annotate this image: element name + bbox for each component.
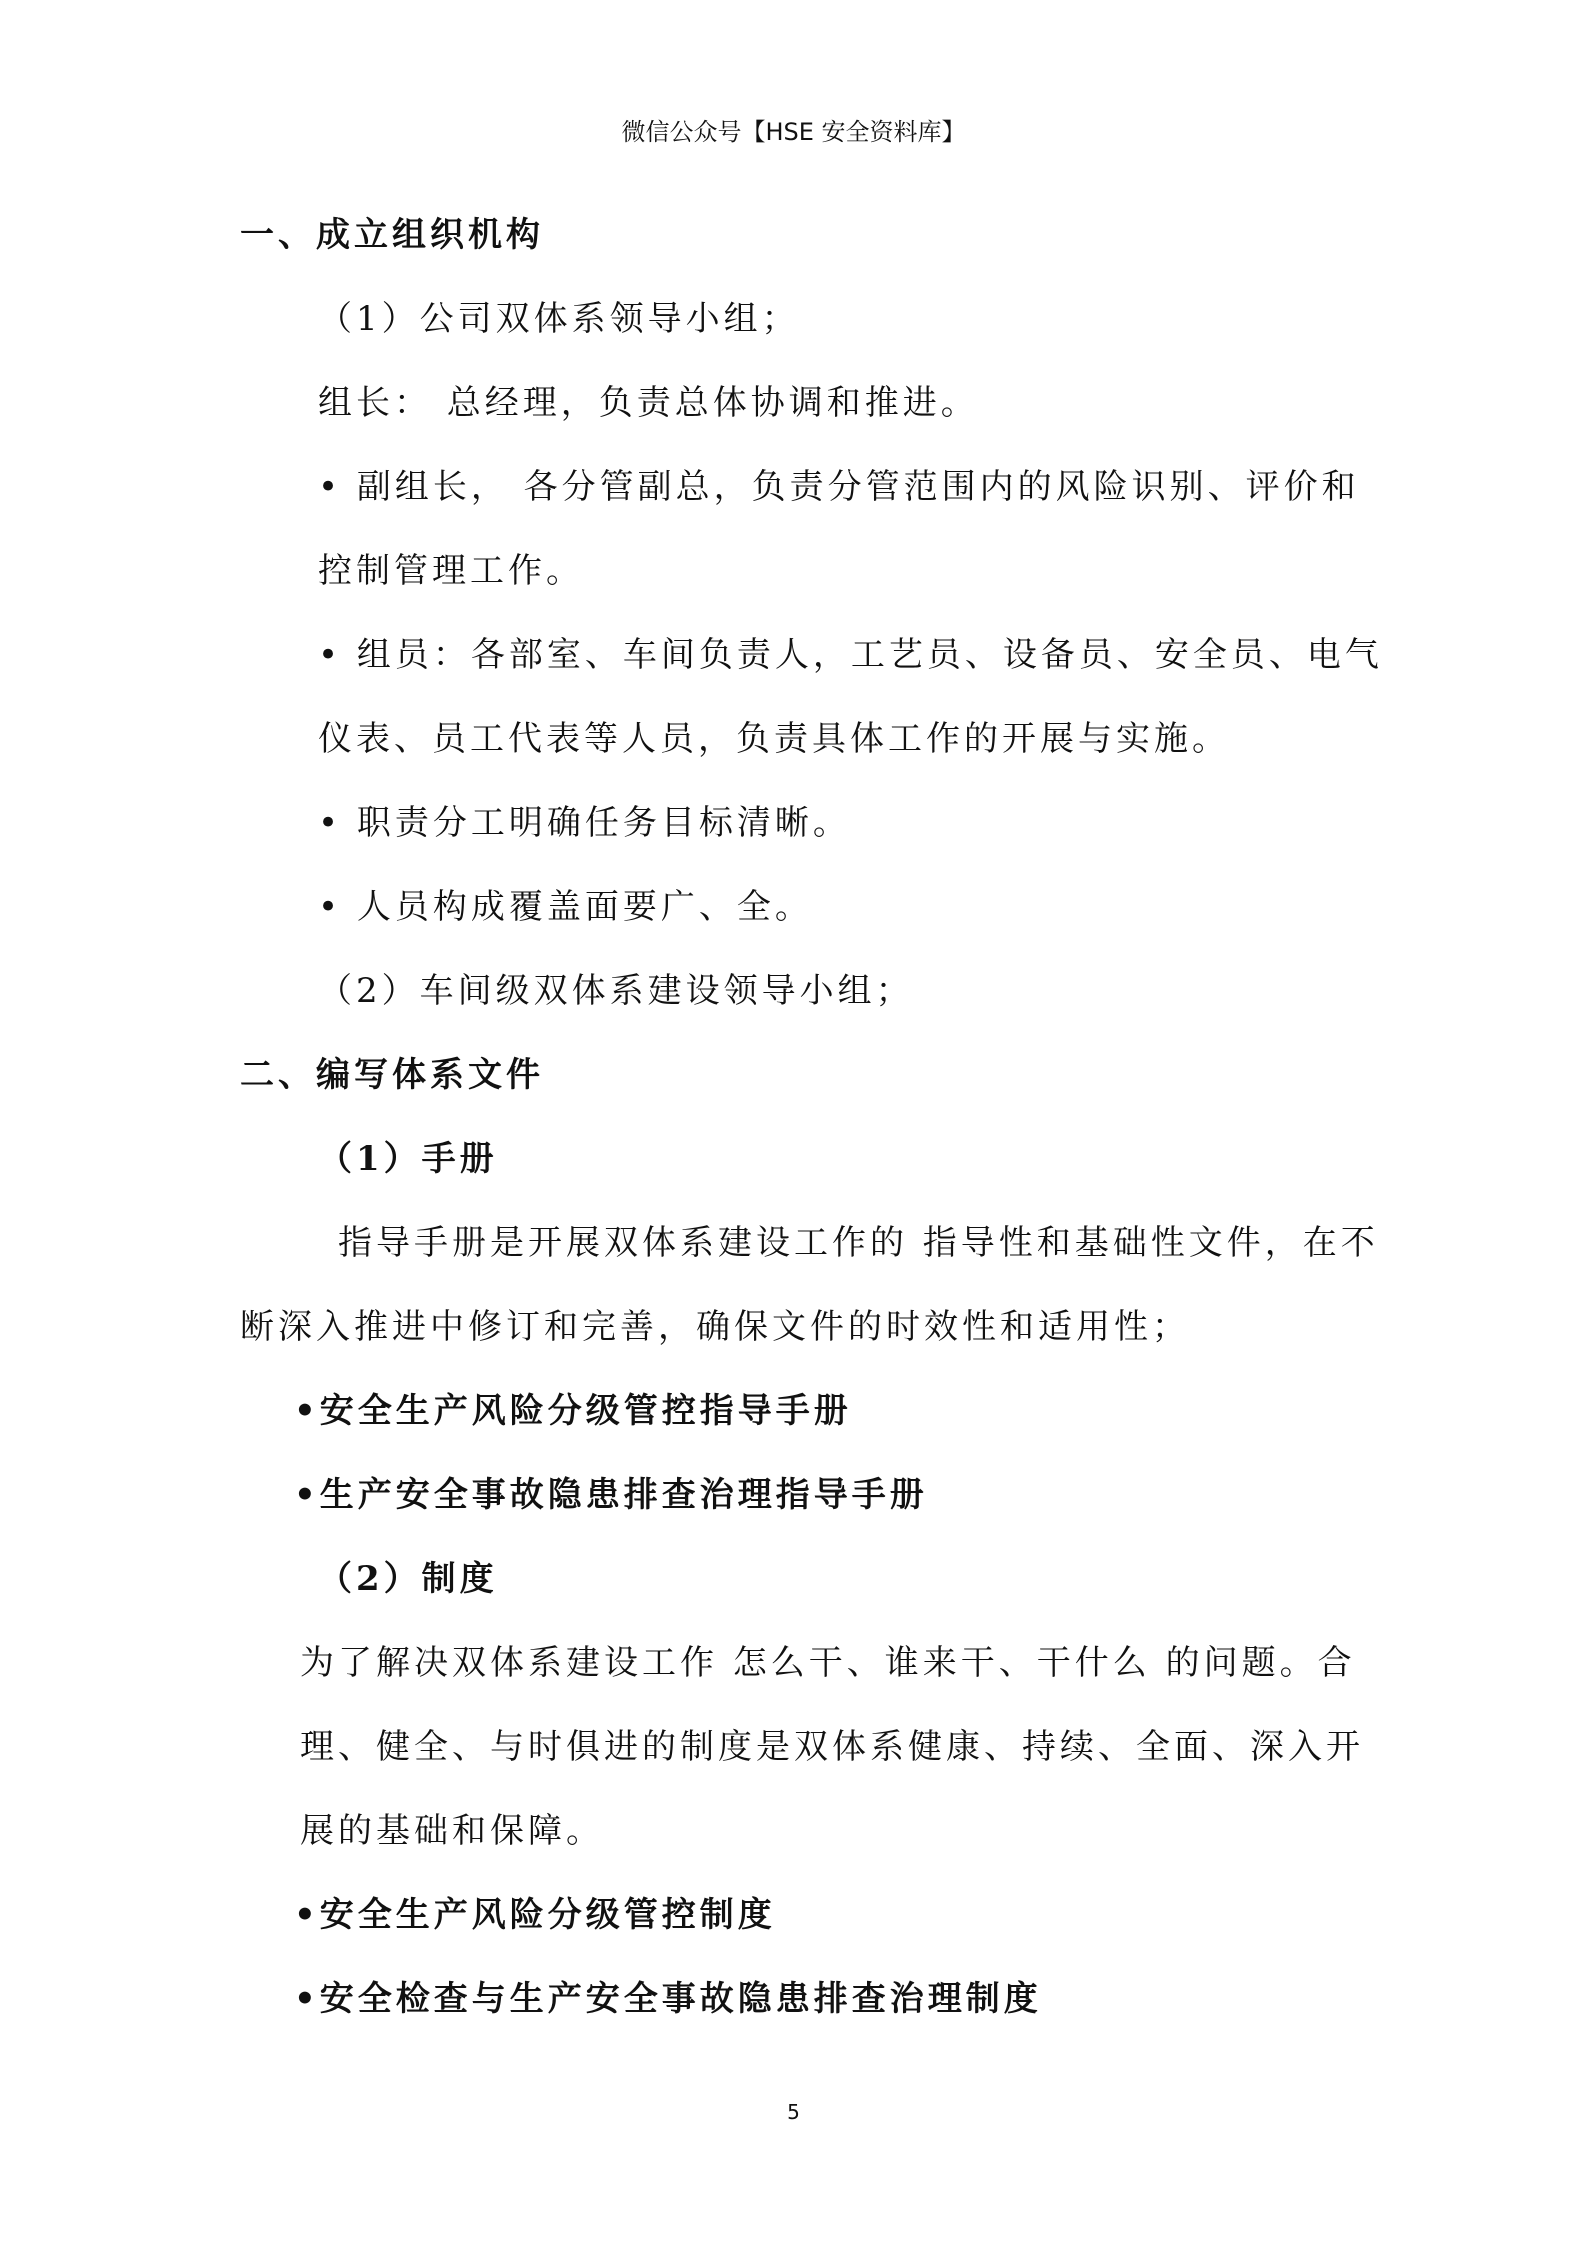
subsection-2-2: （2）制度 (318, 1559, 498, 1599)
paragraph-line: 指导手册是开展双体系建设工作的 指导性和基础性文件，在不 (338, 1223, 1379, 1263)
page-number: 5 (787, 2100, 800, 2124)
paragraph-line: 仪表、员工代表等人员，负责具体工作的开展与实施。 (318, 719, 1230, 759)
bullet-item: •生产安全事故隐患排查治理指导手册 (294, 1475, 928, 1515)
bullet-item: •安全生产风险分级管控指导手册 (294, 1391, 852, 1431)
bullet-item: •安全生产风险分级管控制度 (294, 1895, 776, 1935)
paragraph-line: 断深入推进中修订和完善，确保文件的时效性和适用性； (240, 1307, 1190, 1347)
section-heading-1: 一、成立组织机构 (240, 215, 544, 255)
paragraph-line: 组长： 总经理，负责总体协调和推进。 (318, 383, 979, 423)
paragraph-line: 理、健全、与时俱进的制度是双体系健康、持续、全面、深入开 (300, 1727, 1364, 1767)
subsection-2-1: （1）手册 (318, 1139, 498, 1179)
page-header: 微信公众号【HSE 安全资料库】 (621, 118, 966, 146)
paragraph-line: 控制管理工作。 (318, 551, 584, 591)
subsection-1-2: （2）车间级双体系建设领导小组； (318, 971, 914, 1011)
bullet-item: • 人员构成覆盖面要广、全。 (318, 887, 813, 927)
paragraph-line: 展的基础和保障。 (300, 1811, 604, 1851)
bullet-item: • 副组长， 各分管副总，负责分管范围内的风险识别、评价和 (318, 467, 1360, 507)
bullet-item: •安全检查与生产安全事故隐患排查治理制度 (294, 1979, 1042, 2019)
subsection-1-1: （1）公司双体系领导小组； (318, 299, 800, 339)
paragraph-line: 为了解决双体系建设工作 怎么干、谁来干、干什么 的问题。合 (300, 1643, 1356, 1683)
bullet-item: • 职责分工明确任务目标清晰。 (318, 803, 851, 843)
bullet-item: • 组员：各部室、车间负责人，工艺员、设备员、安全员、电气 (318, 635, 1383, 675)
section-heading-2: 二、编写体系文件 (240, 1055, 544, 1095)
